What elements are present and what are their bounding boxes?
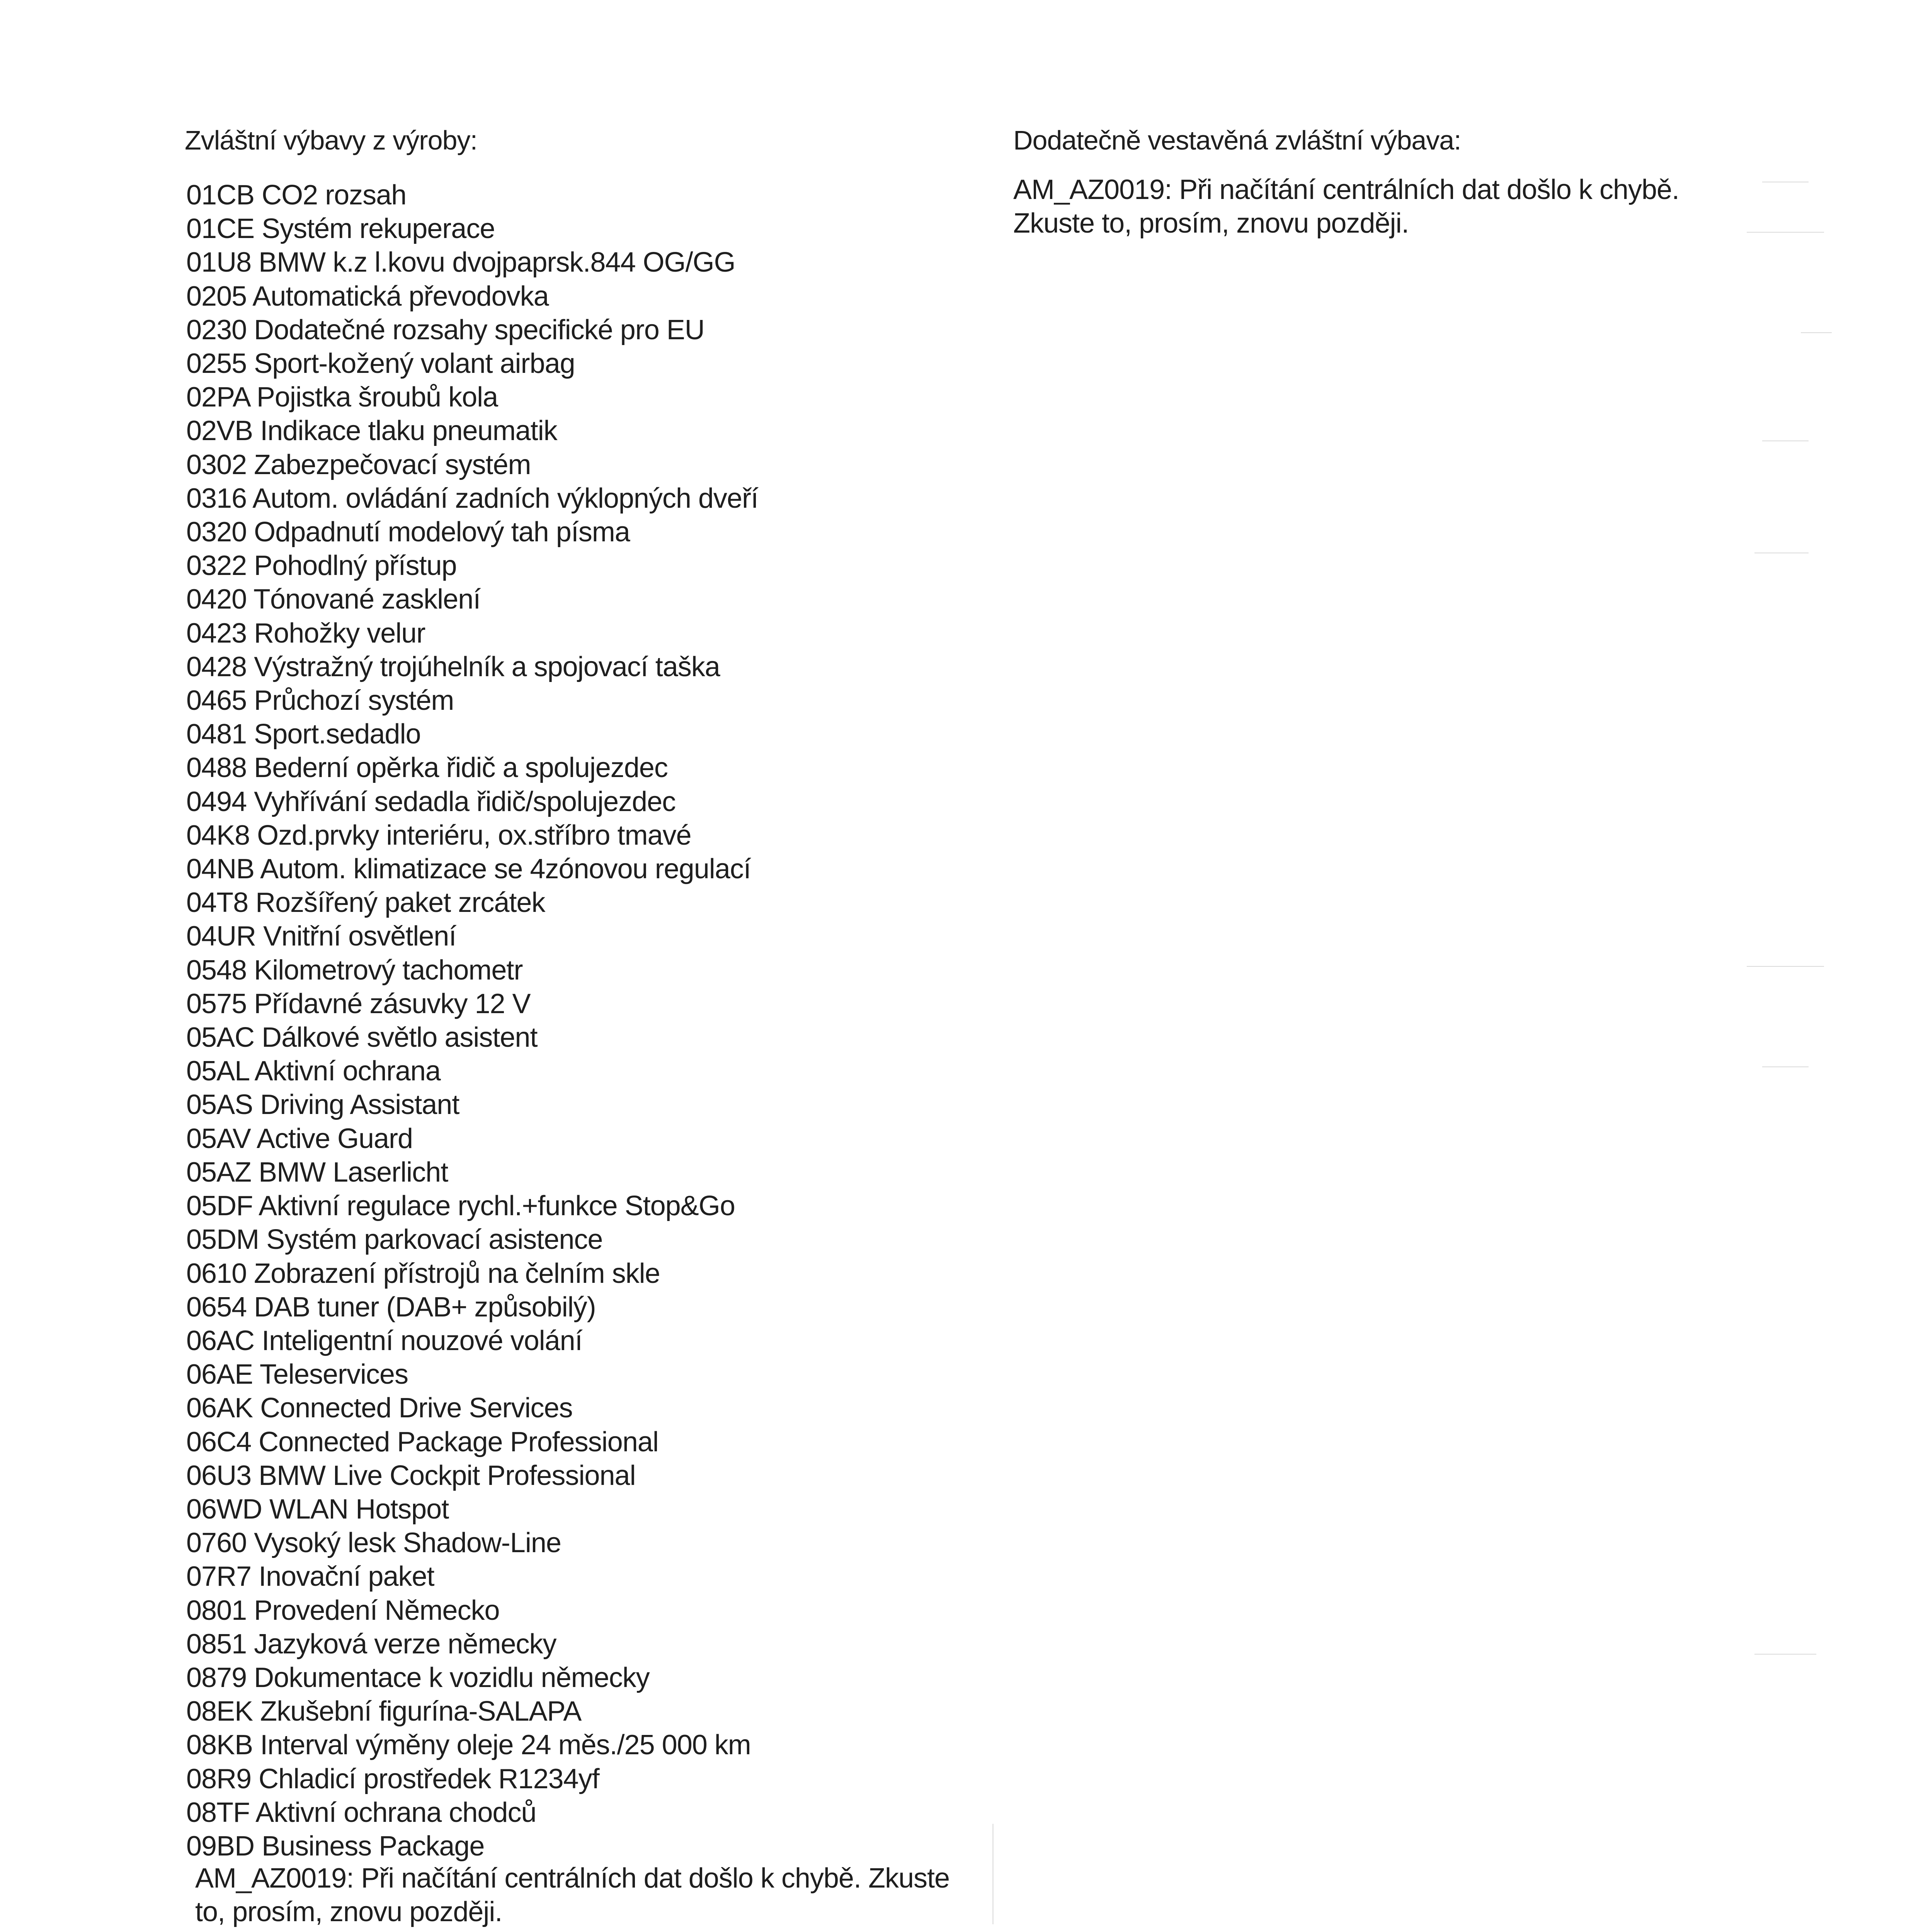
factory-option-item: 0302 Zabezpečovací systém (186, 449, 531, 480)
factory-option-item: 0801 Provedení Německo (186, 1595, 500, 1626)
factory-option-item: 0575 Přídavné zásuvky 12 V (186, 988, 531, 1019)
scan-artifact (1754, 1654, 1816, 1655)
factory-option-item: 0494 Vyhřívání sedadla řidič/spolujezdec (186, 786, 676, 817)
factory-option-item: 06AK Connected Drive Services (186, 1393, 573, 1424)
factory-error-line-1: AM_AZ0019: Při načítání centrálních dat došlo k chybě. Zkuste (195, 1863, 950, 1894)
factory-option-item: 06AC Inteligentní nouzové volání (186, 1325, 582, 1356)
factory-option-item: 0610 Zobrazení přístrojů na čelním skle (186, 1258, 660, 1289)
factory-option-item: 05DM Systém parkovací asistence (186, 1224, 603, 1255)
scan-artifact (1801, 332, 1832, 333)
factory-option-item: 0481 Sport.sedadlo (186, 719, 421, 750)
factory-option-item: 0423 Rohožky velur (186, 617, 425, 649)
factory-option-item: 0760 Vysoký lesk Shadow-Line (186, 1527, 561, 1559)
factory-option-item: 01U8 BMW k.z l.kovu dvojpaprsk.844 OG/GG (186, 247, 735, 278)
factory-option-item: 02PA Pojistka šroubů kola (186, 382, 498, 413)
scan-artifact (1747, 232, 1824, 233)
factory-option-item: 01CE Systém rekuperace (186, 213, 495, 245)
factory-option-item: 0322 Pohodlný přístup (186, 550, 457, 582)
factory-option-item: 0879 Dokumentace k vozidlu německy (186, 1662, 650, 1693)
factory-option-item: 05AC Dálkové světlo asistent (186, 1022, 538, 1053)
factory-option-item: 07R7 Inovační paket (186, 1561, 434, 1592)
factory-option-item: 05AV Active Guard (186, 1123, 413, 1154)
scan-artifact (1762, 1066, 1809, 1067)
column-divider (992, 1824, 994, 1924)
factory-option-item: 09BD Business Package (186, 1830, 485, 1862)
factory-option-item: 0654 DAB tuner (DAB+ způsobilý) (186, 1291, 596, 1323)
factory-options-title: Zvláštní výbavy z výroby: (185, 125, 477, 155)
factory-option-item: 02VB Indikace tlaku pneumatik (186, 415, 557, 447)
factory-option-item: 08KB Interval výměny oleje 24 měs./25 000 km (186, 1730, 751, 1761)
factory-option-item: 08TF Aktivní ochrana chodců (186, 1797, 536, 1828)
factory-option-item: 0428 Výstražný trojúhelník a spojovací taška (186, 651, 720, 682)
factory-option-item: 05DF Aktivní regulace rychl.+funkce Stop&Go (186, 1190, 735, 1222)
factory-error-line-2: to, prosím, znovu později. (195, 1896, 502, 1927)
factory-option-item: 0851 Jazyková verze německy (186, 1628, 556, 1660)
factory-option-item: 06WD WLAN Hotspot (186, 1493, 449, 1525)
factory-options-list (186, 179, 758, 1863)
factory-option-item: 05AS Driving Assistant (186, 1089, 459, 1121)
factory-option-item: 05AZ BMW Laserlicht (186, 1156, 448, 1188)
factory-option-item: 08R9 Chladicí prostředek R1234yf (186, 1763, 599, 1794)
factory-option-item: 01CB CO2 rozsah (186, 180, 407, 211)
factory-option-item: 06AE Teleservices (186, 1359, 408, 1390)
scan-artifact (1762, 440, 1809, 441)
factory-option-item: 0230 Dodatečné rozsahy specifické pro EU (186, 314, 704, 345)
factory-option-item: 0465 Průchozí systém (186, 685, 454, 716)
scan-artifact (1747, 966, 1824, 967)
factory-option-item: 0548 Kilometrový tachometr (186, 954, 523, 986)
factory-option-item: 08EK Zkušební figurína-SALAPA (186, 1696, 582, 1727)
factory-option-item: 0320 Odpadnutí modelový tah písma (186, 517, 630, 548)
factory-option-item: 0420 Tónované zasklení (186, 584, 481, 615)
retrofit-error-line-2: Zkuste to, prosím, znovu později. (1013, 208, 1409, 239)
factory-option-item: 04UR Vnitřní osvětlení (186, 921, 456, 952)
factory-option-item: 06C4 Connected Package Professional (186, 1426, 659, 1458)
factory-option-item: 0205 Automatická převodovka (186, 281, 549, 312)
factory-option-item: 04NB Autom. klimatizace se 4zónovou regulací (186, 854, 751, 885)
factory-option-item: 04T8 Rozšířený paket zrcátek (186, 887, 545, 918)
factory-option-item: 0316 Autom. ovládání zadních výklopných dveří (186, 483, 758, 514)
retrofit-options-title: Dodatečně vestavěná zvláštní výbava: (1013, 125, 1461, 155)
factory-option-item: 06U3 BMW Live Cockpit Professional (186, 1460, 636, 1491)
factory-option-item: 0255 Sport-kožený volant airbag (186, 348, 575, 379)
factory-option-item: 04K8 Ozd.prvky interiéru, ox.stříbro tmavé (186, 820, 691, 851)
retrofit-error-line-1: AM_AZ0019: Při načítání centrálních dat došlo k chybě. (1013, 174, 1679, 205)
factory-options-error (195, 1862, 949, 1929)
factory-option-item: 0488 Bederní opěrka řidič a spolujezdec (186, 752, 668, 784)
factory-option-item: 05AL Aktivní ochrana (186, 1056, 441, 1087)
retrofit-options-error (1013, 173, 1679, 240)
